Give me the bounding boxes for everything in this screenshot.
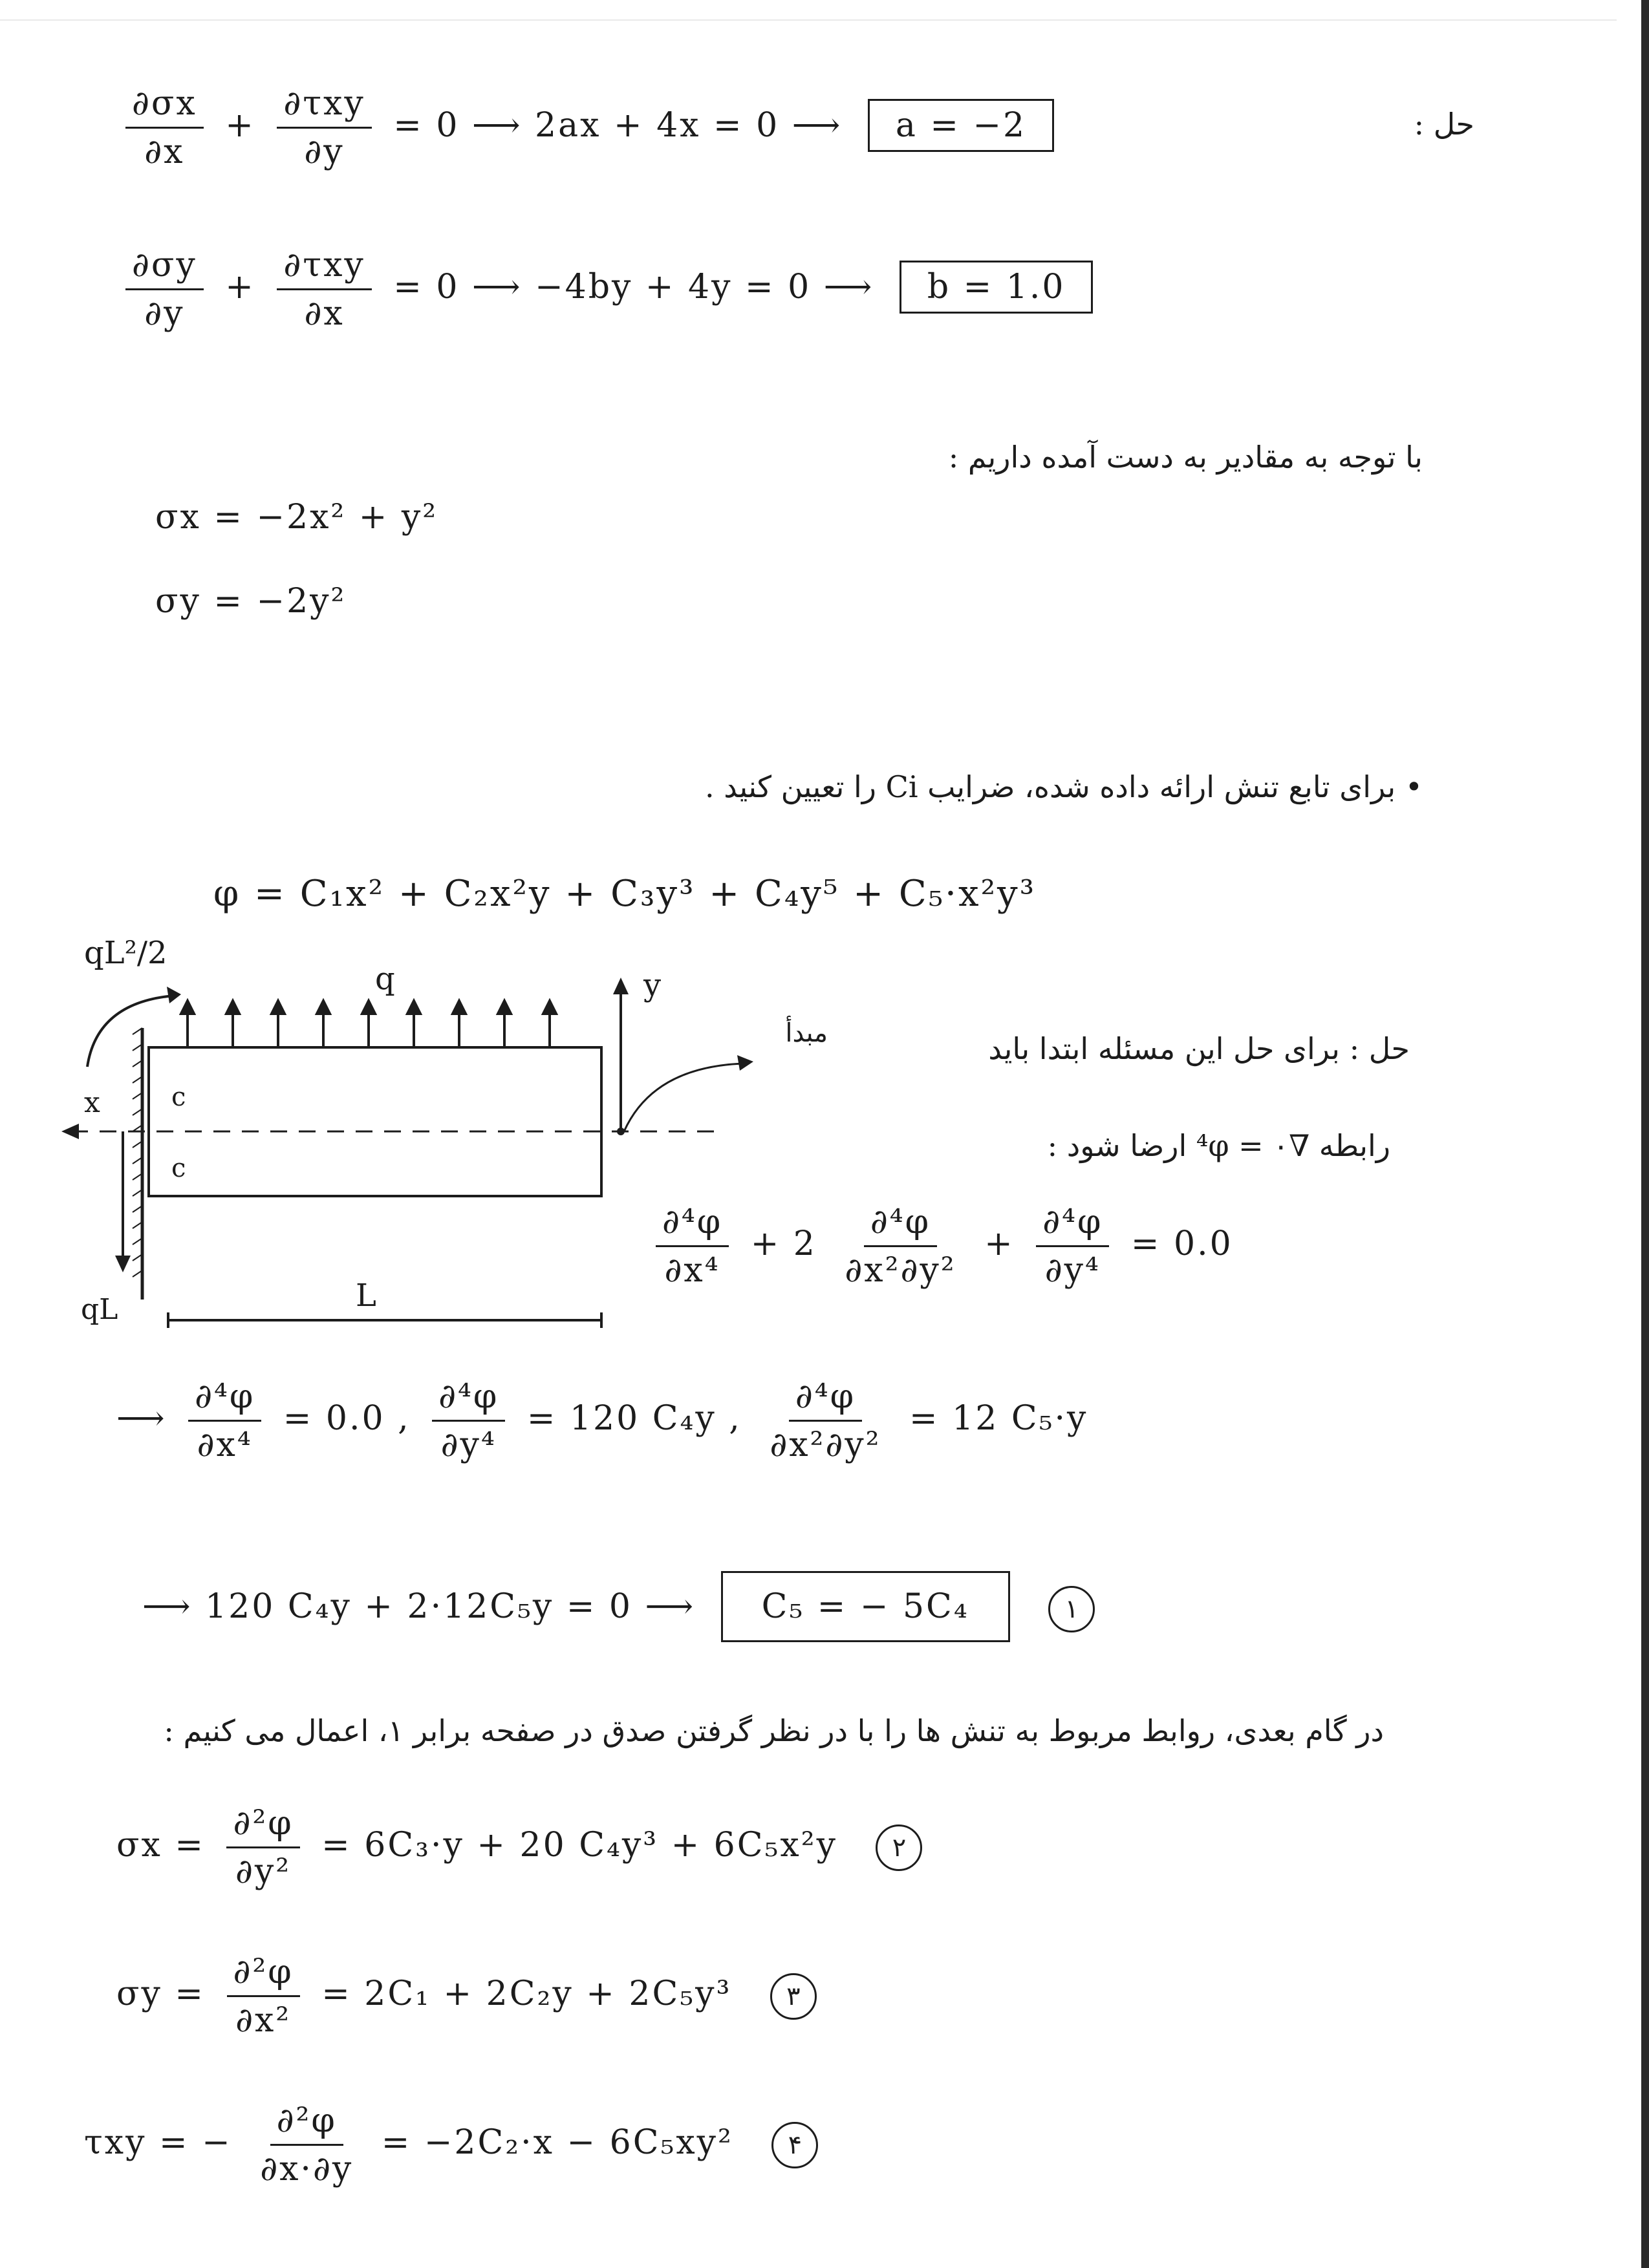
frac-deriv-y4: $\frac{\text{∂⁴φ}}{\text{∂y⁴}}$: [432, 1377, 505, 1464]
equation-number-4: ۴: [771, 2122, 818, 2168]
frac-d4phi-dy4: $\frac{\text{∂⁴φ}}{\text{∂y⁴}}$: [1036, 1203, 1109, 1290]
stress-x-equation: σx = $\frac{\text{∂²φ}}{\text{∂y²}}$ = 6C₃·y + 20 C₄y³ + 6C₅x²y ۲: [116, 1804, 922, 1891]
frac-d2phi-dxdy: $\frac{\text{∂²φ}}{\partial x\cdot\partial y}$: [260, 2101, 354, 2188]
moment-arrow-head: [167, 987, 181, 1003]
c-top-label: c: [171, 1082, 186, 1112]
combined-equation: ⟶ 120 C₄y + 2·12C₅y = 0 ⟶ C₅ = − 5C₄ ۱: [142, 1571, 1095, 1642]
page-edge: [1641, 0, 1649, 2268]
reaction-label: qL: [81, 1293, 118, 1326]
intro-values-text: با توجه به مقادیر به دست آمده داریم :: [948, 440, 1423, 475]
frac-d2phi-dy2: $\frac{\text{∂²φ}}{\text{∂y²}}$: [226, 1804, 299, 1891]
length-label: L: [356, 1278, 376, 1314]
distributed-load-arrows: [181, 1001, 556, 1047]
shear-stress-equation: τxy = − $\frac{\text{∂²φ}}{\partial x\cdot\partial y}$ = −2C₂·x − 6C₅xy² ۴: [84, 2101, 818, 2188]
relation-line: رابطه ∇⁴φ = ۰ ارضا شود :: [1047, 1128, 1390, 1163]
equation-number-2: ۲: [876, 1824, 922, 1871]
sigma-y-result: σy = −2y²: [155, 582, 347, 621]
frac-dtxy-dx: $\frac{\text{∂τxy}}{\partial x}$: [277, 246, 371, 333]
result-box-a: a = −2: [868, 99, 1054, 152]
problem-statement: • برای تابع تنش ارائه داده شده، ضرایب Ci را تعیین کنید .: [704, 769, 1423, 804]
beam-body: [149, 1047, 601, 1196]
origin-point: [617, 1128, 625, 1135]
x-axis-label: x: [84, 1086, 100, 1119]
load-label: q: [375, 961, 395, 997]
stress-y-equation: σy = $\frac{\text{∂²φ}}{\text{∂x²}}$ = 2C₁ + 2C₂y + 2C₅y³ ۳: [116, 1952, 817, 2040]
y-axis-label: y: [643, 967, 662, 1003]
fourth-derivatives: ⟶ $\frac{\text{∂⁴φ}}{\text{∂x⁴}}$ = 0.0 , $\frac{\text{∂⁴φ}}{\text{∂y⁴}}$ = 120 C₄y , $\frac{\text{∂⁴φ}}{\text{∂x²∂y²}}$ = 12 C₅·y: [116, 1377, 1088, 1464]
result-box-c5: C₅ = − 5C₄: [721, 1571, 1010, 1642]
reaction-arrow-head: [115, 1256, 131, 1272]
frac-deriv-x4: $\frac{\text{∂⁴φ}}{\text{∂x⁴}}$: [188, 1377, 261, 1464]
moment-label: qL²/2: [84, 935, 167, 971]
origin-pointer-head: [737, 1055, 753, 1071]
next-step-text: در گام بعدی، روابط مربوط به تنش ها را با در نظر گرفتن صدق در صفحه برابر ۱، اعمال می کنیم :: [164, 1713, 1384, 1748]
origin-pointer: [624, 1064, 744, 1131]
frac-dsx-dx: $\frac{\partial\sigma x}{\partial x}$: [125, 84, 204, 171]
frac-d2phi-dx2: $\frac{\text{∂²φ}}{\text{∂x²}}$: [227, 1952, 300, 2040]
page-top-line: [0, 19, 1617, 21]
y-axis-head: [613, 978, 629, 994]
equilibrium-eq-x: $\frac{\partial\sigma x}{\partial x}$ + $\frac{\text{∂τxy}}{\partial y}$ = 0 ⟶ 2ax + 4x = 0 ⟶ a = −2: [116, 84, 1054, 171]
c-bottom-label: c: [171, 1153, 186, 1183]
sigma-x-result: σx = −2x² + y²: [155, 498, 438, 537]
frac-dsy-dy: $\frac{\partial\sigma y}{\partial y}$: [125, 246, 204, 333]
equation-number-3: ۳: [770, 1973, 817, 2020]
result-box-b: b = 1.0: [900, 261, 1094, 314]
frac-d4phi-dx2dy2: $\frac{\text{∂⁴φ}}{\text{∂x²∂y²}}$: [845, 1203, 956, 1290]
frac-deriv-x2y2: $\frac{\text{∂⁴φ}}{\text{∂x²∂y²}}$: [770, 1377, 881, 1464]
hal-label-top: حل :: [1414, 107, 1474, 142]
frac-dtxy-dy: $\frac{\text{∂τxy}}{\partial y}$: [277, 84, 371, 171]
equation-number-1: ۱: [1048, 1586, 1095, 1632]
origin-label: مبدأ: [785, 1018, 828, 1048]
moment-arrow: [87, 996, 175, 1067]
hal-label-mid: حل : برای حل این مسئله ابتدا باید: [988, 1031, 1410, 1066]
x-axis-head: [61, 1124, 79, 1139]
biharmonic-equation: $\frac{\text{∂⁴φ}}{\text{∂x⁴}}$ + 2 $\frac{\text{∂⁴φ}}{\text{∂x²∂y²}}$ + $\frac{\text{∂⁴φ}}{\text{∂y⁴}}$ = 0.0: [647, 1203, 1233, 1290]
stress-function-phi: φ = C₁x² + C₂x²y + C₃y³ + C₄y⁵ + C₅·x²y³: [213, 873, 1037, 915]
frac-d4phi-dx4: $\frac{\text{∂⁴φ}}{\text{∂x⁴}}$: [656, 1203, 729, 1290]
equilibrium-eq-y: $\frac{\partial\sigma y}{\partial y}$ + $\frac{\text{∂τxy}}{\partial x}$ = 0 ⟶ −4by + 4y = 0 ⟶ b = 1.0: [116, 246, 1093, 333]
